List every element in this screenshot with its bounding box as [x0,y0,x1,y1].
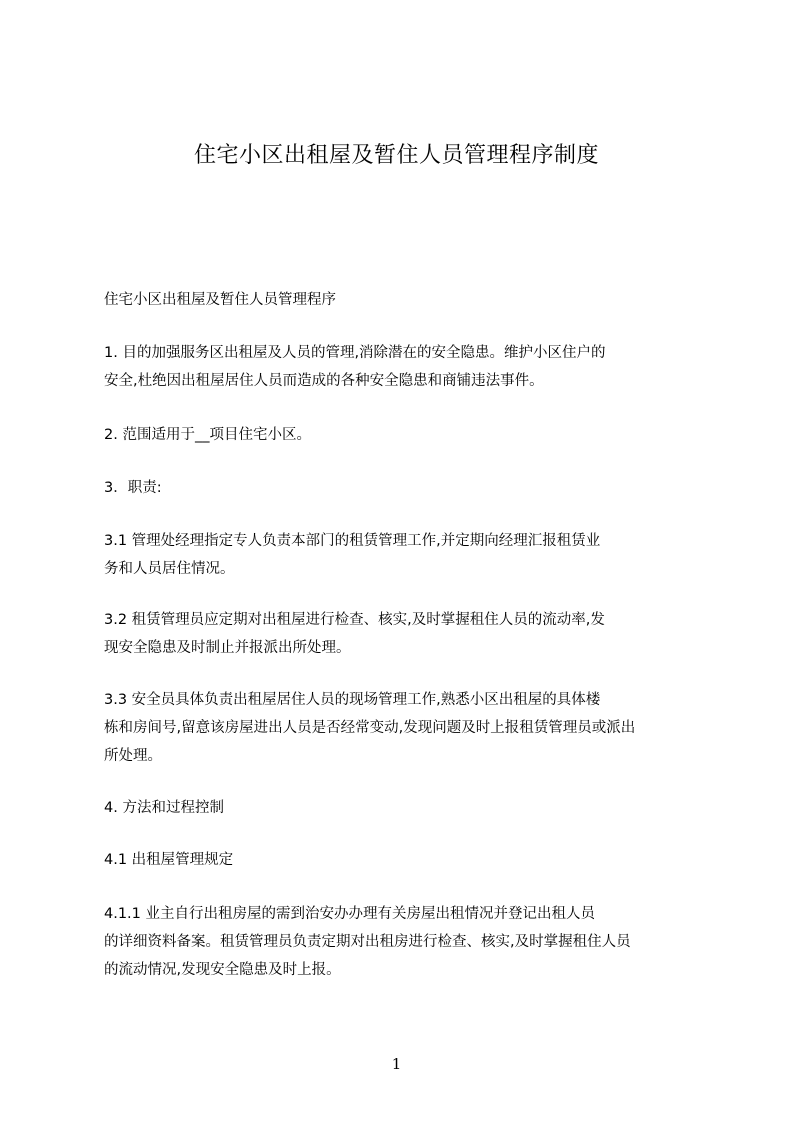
paragraph-subtitle [104,286,704,314]
paragraph-2 [104,421,704,449]
paragraph-line: 安全,杜绝因出租屋居住人员而造成的各种安全隐患和商铺违法事件。 [104,373,544,389]
paragraph-1 [104,339,704,395]
paragraph-line: 3.2 租赁管理员应定期对出租屋进行检查、核实,及时掌握租住人员的流动率,发 [104,612,605,628]
paragraph-line: 4.1.1 业主自行出租房屋的需到治安办办理有关房屋出租情况并登记出租人员 [104,906,596,922]
paragraph-3-3 [104,686,704,770]
paragraph-3 [104,474,704,502]
paragraph-line: 的详细资料备案。租赁管理员负责定期对出租房进行检查、核实,及时掌握租住人员 [104,934,631,950]
paragraph-line: 住宅小区出租屋及暂住人员管理程序 [104,292,336,308]
page-number: 1 [391,1055,402,1073]
paragraph-line: 4.1 出租屋管理规定 [104,852,234,868]
paragraph-line: 1. 目的加强服务区出租屋及人员的管理,消除潜在的安全隐患。维护小区住户的 [104,345,606,361]
paragraph-line: 栋和房间号,留意该房屋进出人员是否经常变动,发现问题及时上报租赁管理员或派出 [104,720,636,736]
paragraph-3-2 [104,606,704,662]
paragraph-line: 的流动情况,发现安全隐患及时上报。 [104,962,341,978]
paragraph-3-1 [104,527,704,583]
paragraph-line: 4. 方法和过程控制 [104,800,224,816]
paragraph-line: 所处理。 [104,748,162,764]
paragraph-4-1 [104,846,704,874]
paragraph-4 [104,794,704,822]
paragraph-line: 现安全隐患及时制止并报派出所处理。 [104,640,351,656]
paragraph-line: 3.3 安全员具体负责出租屋居住人员的现场管理工作,熟悉小区出租屋的具体楼 [104,692,601,708]
document-title: 住宅小区出租屋及暂住人员管理程序制度 [193,143,599,168]
paragraph-line: 2. 范围适用于__项目住宅小区。 [104,427,311,443]
paragraph-4-1-1 [104,900,704,984]
paragraph-line: 务和人员居住情况。 [104,561,235,577]
paragraph-line: 3．职责: [104,480,162,496]
paragraph-line: 3.1 管理处经理指定专人负责本部门的租赁管理工作,并定期向经理汇报租赁业 [104,533,601,549]
